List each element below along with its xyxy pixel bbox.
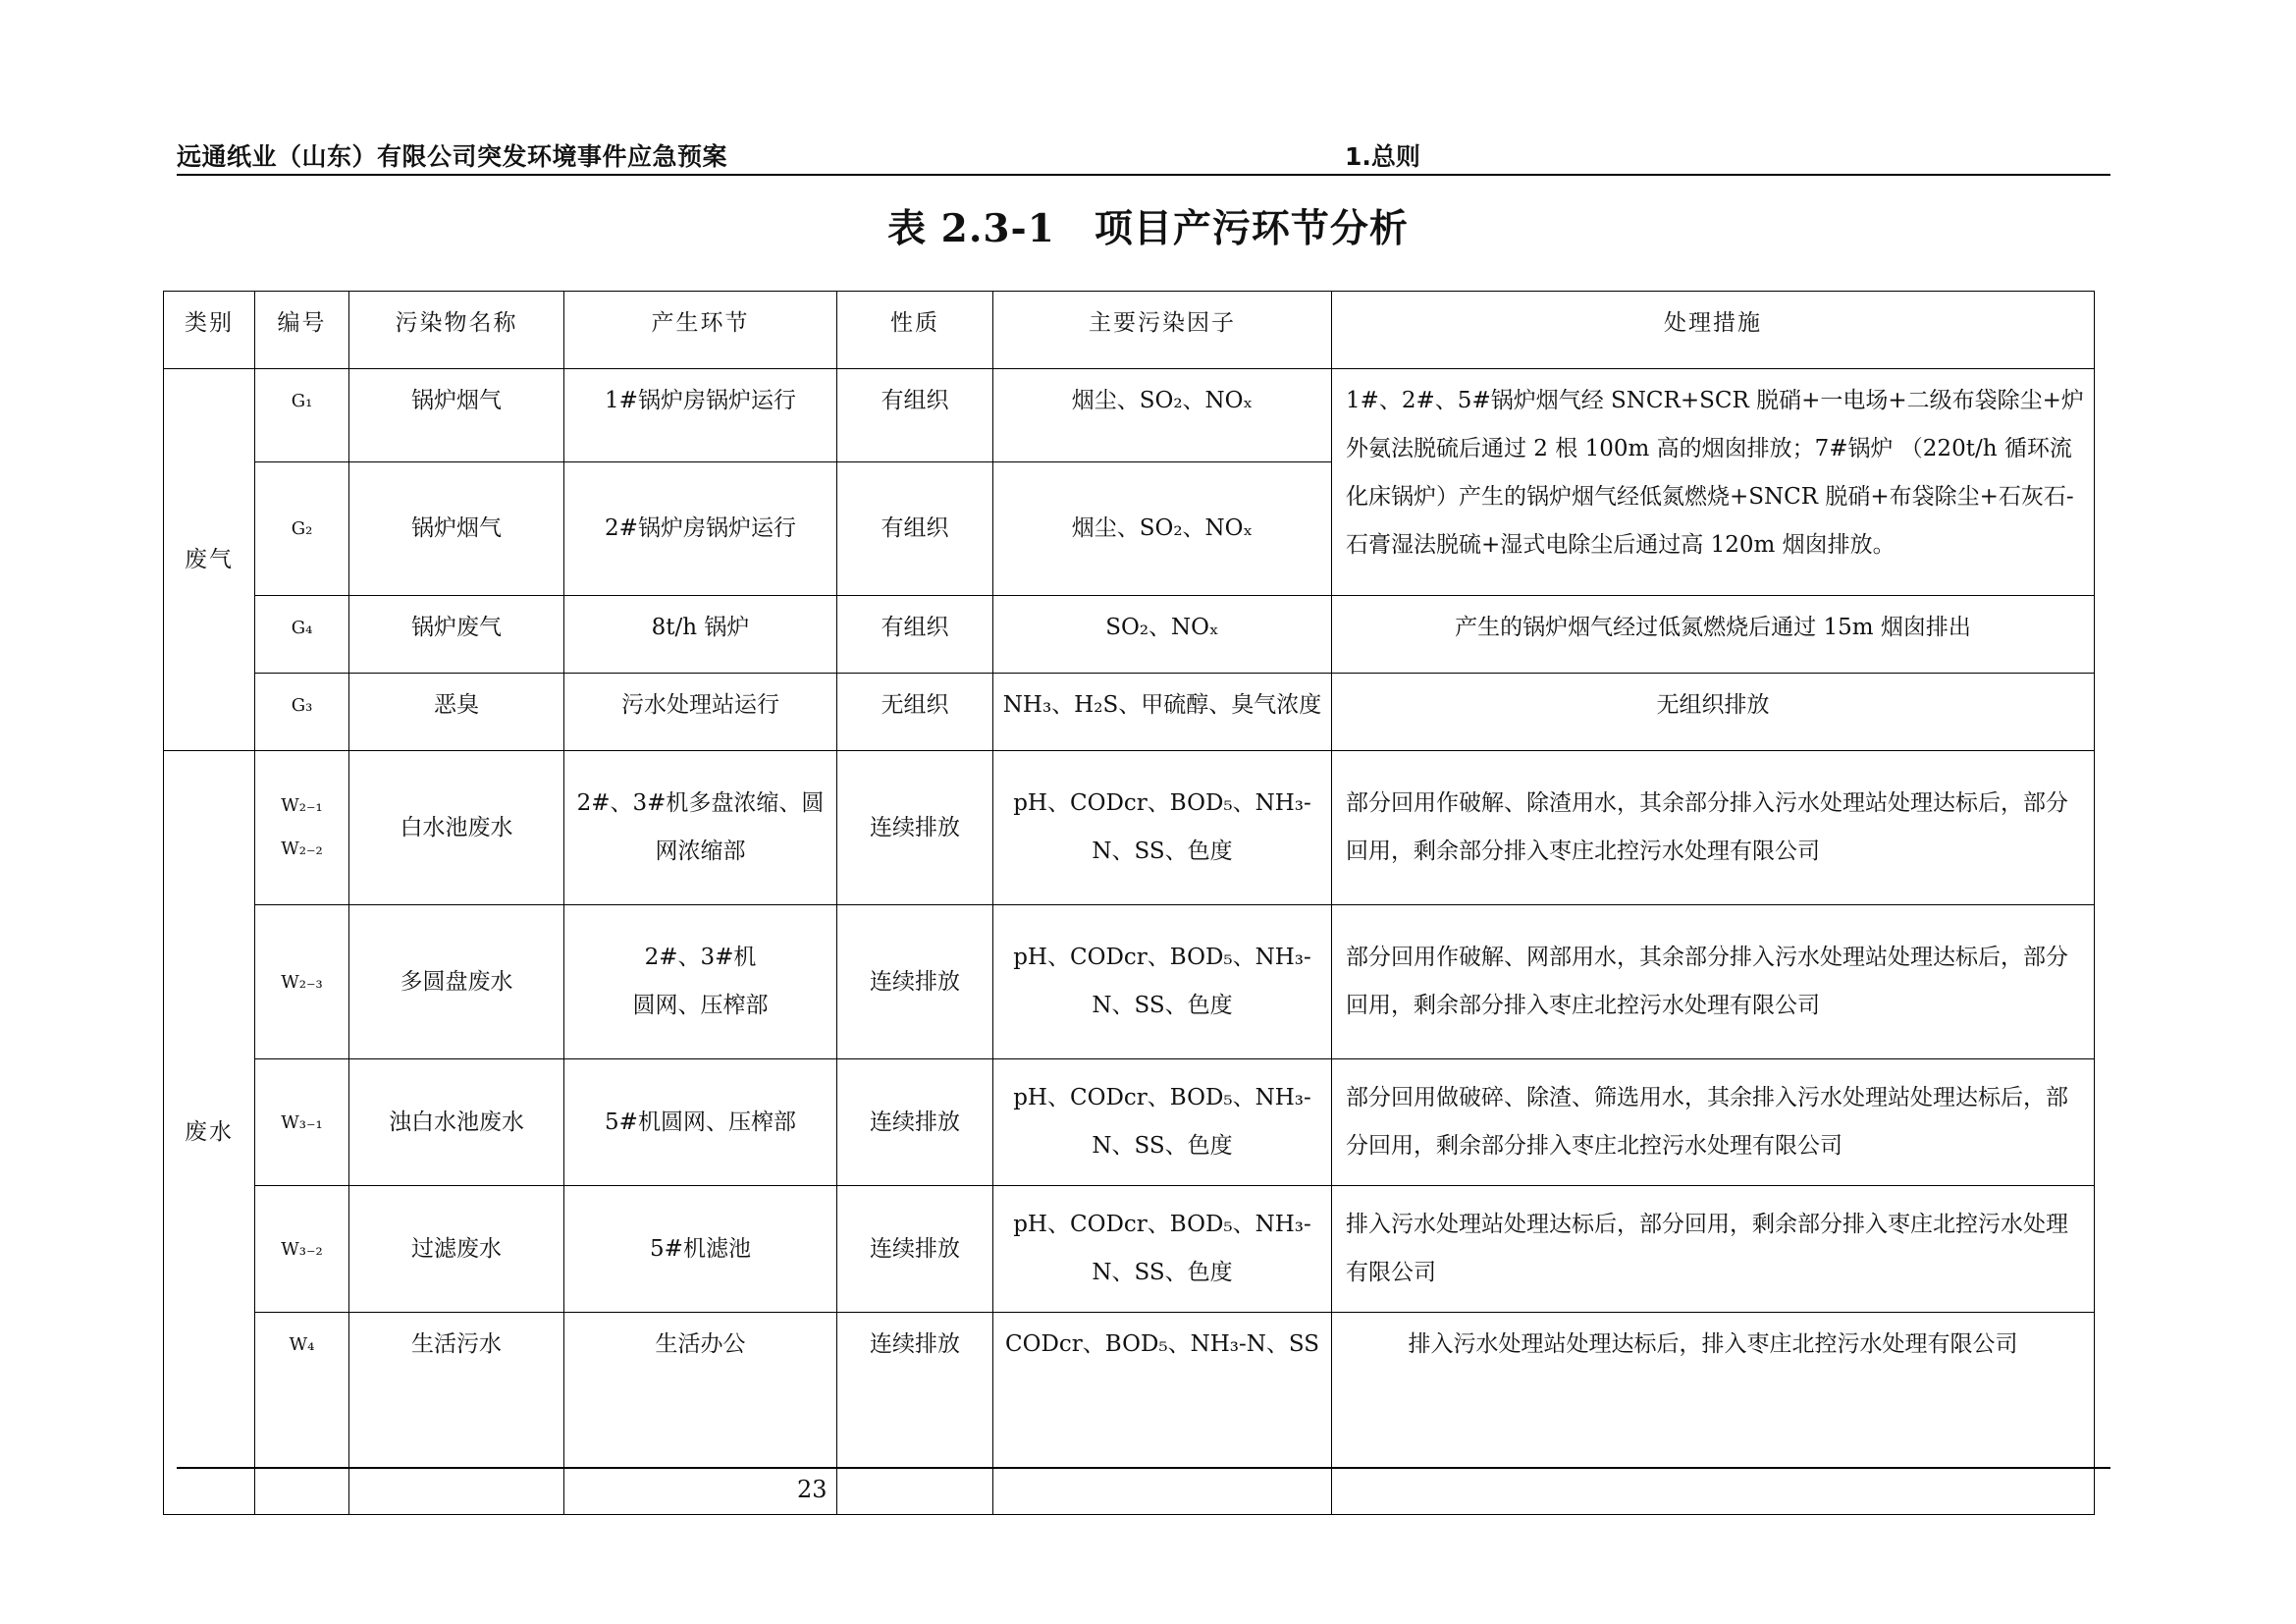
nature-cell: 有组织 <box>837 596 993 674</box>
col-header-treatment: 处理措施 <box>1332 292 2095 369</box>
treatment-cell: 部分回用做破碎、除渣、筛选用水，其余排入污水处理站处理达标后，部分回用，剩余部分排入枣庄北控污水处理有限公司 <box>1332 1059 2095 1186</box>
document-title: 远通纸业（山东）有限公司突发环境事件应急预案 <box>177 142 728 171</box>
pollutant-cell: 生活污水 <box>349 1313 564 1515</box>
nature-cell: 有组织 <box>837 369 993 462</box>
treatment-cell: 部分回用作破解、网部用水，其余部分排入污水处理站处理达标后，部分回用，剩余部分排入枣庄北控污水处理有限公司 <box>1332 905 2095 1059</box>
source-line: 圆网、压榨部 <box>632 993 769 1018</box>
header-divider <box>177 174 2110 176</box>
col-header-category: 类别 <box>164 292 255 369</box>
pollutant-cell: 锅炉烟气 <box>349 462 564 596</box>
pollutant-cell: 过滤废水 <box>349 1186 564 1313</box>
factors-cell: pH、CODcr、BOD₅、NH₃-N、SS、色度 <box>993 1186 1332 1313</box>
factors-cell: 烟尘、SO₂、NOₓ <box>993 462 1332 596</box>
treatment-cell: 排入污水处理站处理达标后，排入枣庄北控污水处理有限公司 <box>1332 1313 2095 1515</box>
factors-cell: 烟尘、SO₂、NOₓ <box>993 369 1332 462</box>
factors-cell: pH、CODcr、BOD₅、NH₃-N、SS、色度 <box>993 1059 1332 1186</box>
nature-cell: 连续排放 <box>837 905 993 1059</box>
source-cell: 1#锅炉房锅炉运行 <box>564 369 837 462</box>
pollution-analysis-table <box>163 291 2095 1515</box>
source-line: 2#、3#机 <box>644 945 757 970</box>
source-cell: 2#锅炉房锅炉运行 <box>564 462 837 596</box>
table-row <box>164 369 2095 462</box>
source-cell: 8t/h 锅炉 <box>564 596 837 674</box>
factors-cell: CODcr、BOD₅、NH₃-N、SS <box>993 1313 1332 1515</box>
source-cell <box>564 905 837 1059</box>
factors-cell: pH、CODcr、BOD₅、NH₃-N、SS、色度 <box>993 751 1332 905</box>
nature-cell: 连续排放 <box>837 1313 993 1515</box>
table-row <box>164 596 2095 674</box>
table-row <box>164 674 2095 751</box>
code-cell: W₄ <box>255 1313 349 1515</box>
code-cell: G₃ <box>255 674 349 751</box>
treatment-cell: 部分回用作破解、除渣用水，其余部分排入污水处理站处理达标后，部分回用，剩余部分排入枣庄北控污水处理有限公司 <box>1332 751 2095 905</box>
source-cell: 5#机滤池 <box>564 1186 837 1313</box>
source-cell: 生活办公 <box>564 1313 837 1515</box>
code-cell <box>255 751 349 905</box>
nature-cell: 连续排放 <box>837 751 993 905</box>
source-cell: 2#、3#机多盘浓缩、圆网浓缩部 <box>564 751 837 905</box>
factors-cell: pH、CODcr、BOD₅、NH₃-N、SS、色度 <box>993 905 1332 1059</box>
pollutant-cell: 恶臭 <box>349 674 564 751</box>
table-row <box>164 1059 2095 1186</box>
pollutant-cell: 锅炉烟气 <box>349 369 564 462</box>
code-cell: W₃₋₂ <box>255 1186 349 1313</box>
nature-cell: 连续排放 <box>837 1059 993 1186</box>
code-cell: G₄ <box>255 596 349 674</box>
table-row <box>164 1313 2095 1515</box>
pollutant-cell: 多圆盘废水 <box>349 905 564 1059</box>
factors-cell: NH₃、H₂S、甲硫醇、臭气浓度 <box>993 674 1332 751</box>
code-cell: W₃₋₁ <box>255 1059 349 1186</box>
table-row <box>164 751 2095 905</box>
col-header-nature: 性质 <box>837 292 993 369</box>
code-label: W₂₋₁ <box>281 795 323 816</box>
treatment-cell: 排入污水处理站处理达标后，部分回用，剩余部分排入枣庄北控污水处理有限公司 <box>1332 1186 2095 1313</box>
treatment-cell: 产生的锅炉烟气经过低氮燃烧后通过 15m 烟囱排出 <box>1332 596 2095 674</box>
category-cell-waste-gas: 废气 <box>164 369 255 751</box>
table-row <box>164 1186 2095 1313</box>
nature-cell: 无组织 <box>837 674 993 751</box>
table-title: 表 2.3-1 项目产污环节分析 <box>887 206 1409 251</box>
source-cell: 污水处理站运行 <box>564 674 837 751</box>
source-cell: 5#机圆网、压榨部 <box>564 1059 837 1186</box>
col-header-pollutant: 污染物名称 <box>349 292 564 369</box>
category-cell-waste-water: 废水 <box>164 751 255 1515</box>
col-header-factors: 主要污染因子 <box>993 292 1332 369</box>
nature-cell: 连续排放 <box>837 1186 993 1313</box>
pollutant-cell: 白水池废水 <box>349 751 564 905</box>
page-number: 23 <box>797 1476 828 1503</box>
section-label: 1.总则 <box>1345 142 1420 171</box>
code-label: W₂₋₂ <box>281 839 323 859</box>
col-header-code: 编号 <box>255 292 349 369</box>
footer-divider <box>177 1467 2110 1469</box>
nature-cell: 有组织 <box>837 462 993 596</box>
table-row <box>164 905 2095 1059</box>
table-header-row <box>164 292 2095 369</box>
treatment-cell: 1#、2#、5#锅炉烟气经 SNCR+SCR 脱硝+一电场+二级布袋除尘+炉外氨法脱硫后通过 2 根 100m 高的烟囱排放；7#锅炉 （220t/h 循环流化床锅炉）产生的锅炉烟气经低氮燃烧+SNCR 脱硝+布袋除尘+石灰石-石膏湿法脱硫+湿式电除尘后通过高 120m 烟囱排放。 <box>1332 369 2095 596</box>
pollutant-cell: 浊白水池废水 <box>349 1059 564 1186</box>
code-cell: G₁ <box>255 369 349 462</box>
pollutant-cell: 锅炉废气 <box>349 596 564 674</box>
factors-cell: SO₂、NOₓ <box>993 596 1332 674</box>
col-header-source: 产生环节 <box>564 292 837 369</box>
treatment-cell: 无组织排放 <box>1332 674 2095 751</box>
code-cell: W₂₋₃ <box>255 905 349 1059</box>
code-cell: G₂ <box>255 462 349 596</box>
